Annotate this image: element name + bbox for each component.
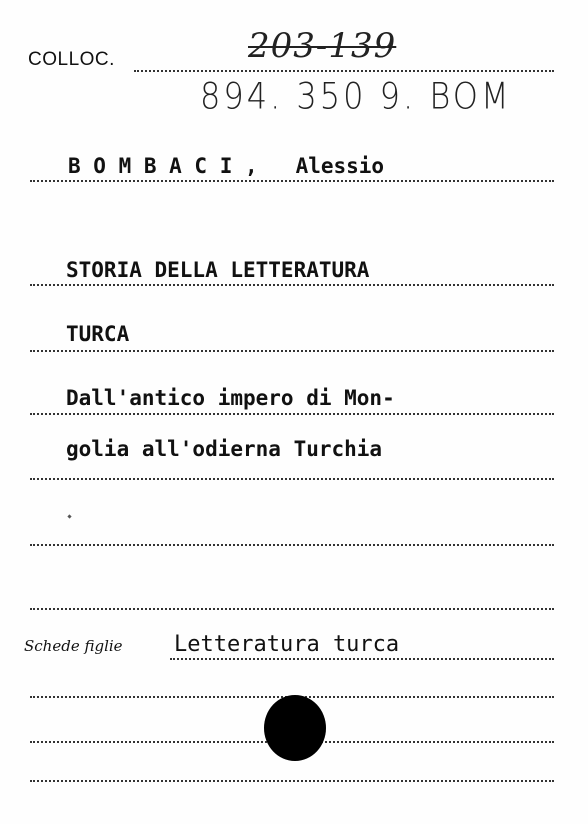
title-line-1: STORIA DELLA LETTERATURA — [66, 258, 370, 282]
colloc-label: COLLOC. — [28, 49, 115, 70]
blank-dotted-line-2 — [30, 608, 554, 610]
subtitle-dotted-line-1 — [30, 413, 554, 415]
shelfmark: 894. 350 9. BOM — [200, 74, 512, 118]
colloc-dotted-line — [134, 70, 554, 72]
card-punch-hole — [264, 695, 326, 761]
title-dotted-line-2 — [30, 350, 554, 352]
schede-figlie-value: Letteratura turca — [174, 632, 400, 657]
schede-figlie-label: Schede figlie — [24, 637, 123, 655]
blank-dotted-line-5 — [30, 780, 554, 782]
blank-dotted-line-1 — [30, 544, 554, 546]
old-shelfmark: 203-139 — [248, 26, 397, 66]
title-dotted-line-1 — [30, 284, 554, 286]
subtitle-line-2: golia all'odierna Turchia — [66, 437, 383, 461]
subtitle-line-1: Dall'antico impero di Mon- — [66, 386, 395, 410]
ink-speck — [67, 514, 71, 518]
title-line-2: TURCA — [66, 322, 130, 346]
subtitle-dotted-line-2 — [30, 478, 554, 480]
schede-dotted-line — [170, 658, 554, 660]
author-line: B O M B A C I , Alessio — [68, 154, 385, 178]
author-dotted-line — [30, 180, 554, 182]
